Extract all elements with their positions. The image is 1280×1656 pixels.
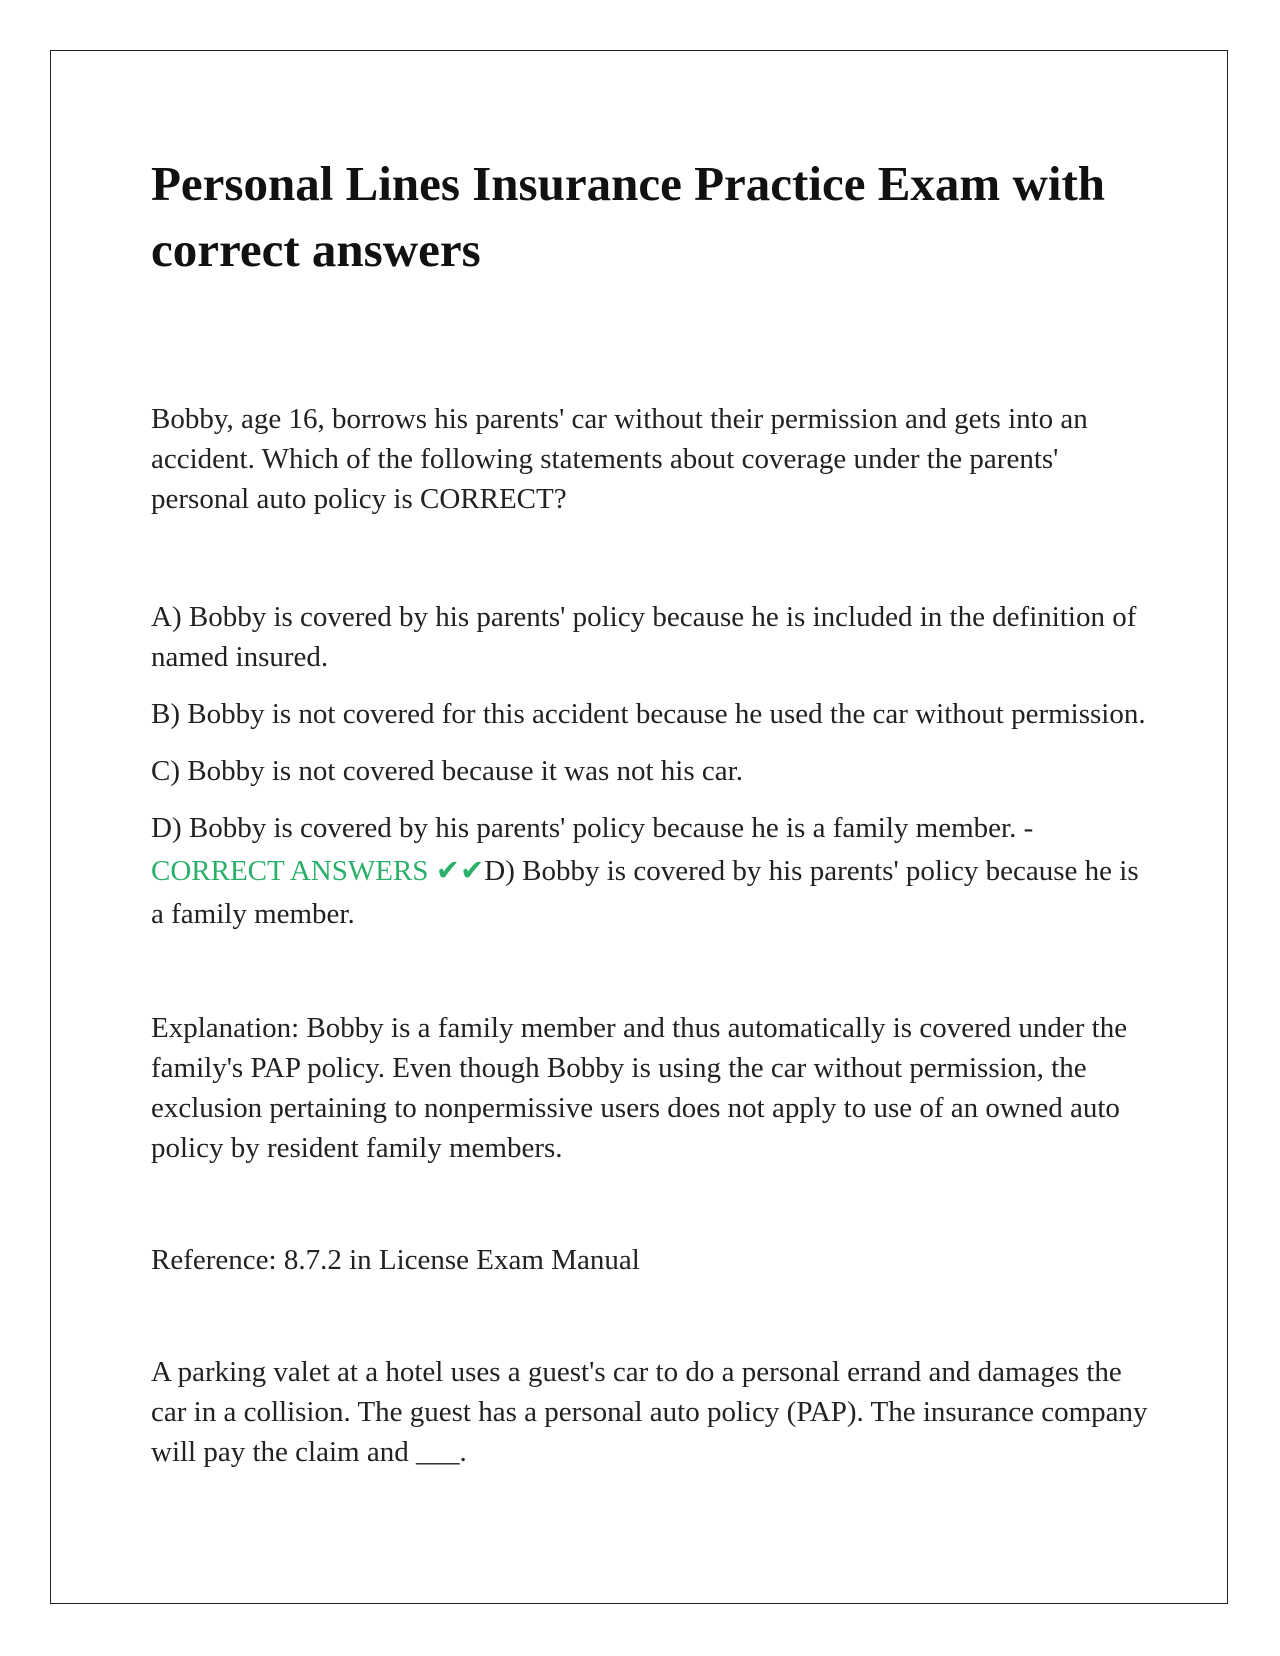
question-2-text: A parking valet at a hotel uses a guest's car to do a personal errand and damages the car in a collision. The guest has a personal auto policy (PAP). The insurance company will pay the claim and ___.: [151, 1356, 1148, 1468]
correct-answers-label: CORRECT ANSWERS ✔✔: [151, 855, 485, 887]
option-d: D) Bobby is covered by his parents' policy because he is a family member. -: [151, 812, 1034, 844]
correct-answer-text: D) Bobby is covered by his parents' policy because he is a family member.: [151, 855, 1139, 930]
option-b: B) Bobby is not covered for this accident because he used the car without permission.: [151, 698, 1146, 730]
option-a: A) Bobby is covered by his parents' policy because he is included in the definition of named insured.: [151, 601, 1137, 673]
question-1-text: Bobby, age 16, borrows his parents' car without their permission and gets into an accident. Which of the following statements about coverage under the parents' personal auto policy is CORRECT?: [151, 403, 1088, 515]
document-page: [50, 50, 1228, 1604]
document-content: [151, 151, 1151, 1472]
option-d-with-answer: [151, 807, 1151, 936]
reference-text: Reference: 8.7.2 in License Exam Manual: [151, 1244, 640, 1276]
page-title: Personal Lines Insurance Practice Exam with correct answers: [151, 156, 1106, 277]
option-c: C) Bobby is not covered because it was not his car.: [151, 755, 743, 787]
explanation-text: Explanation: Bobby is a family member and thus automatically is covered under the family's PAP policy. Even though Bobby is using the car without permission, the exclusion pertaining to nonpermissive users does not apply to use of an owned auto policy by resident family members.: [151, 1012, 1128, 1164]
